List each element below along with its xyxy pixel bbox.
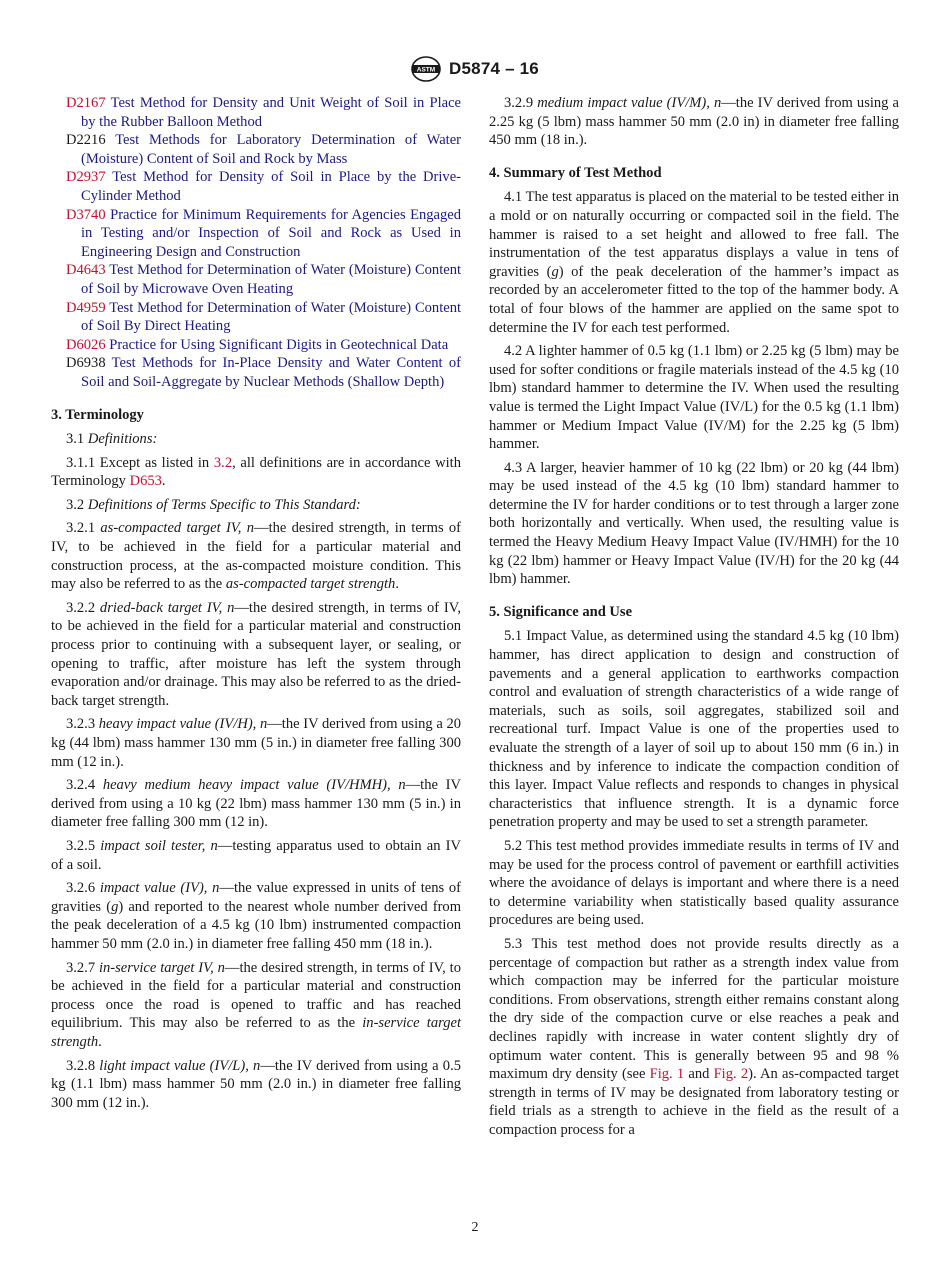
- clause-number: 3.2.7: [66, 959, 96, 976]
- reference-code-link[interactable]: D2167: [66, 95, 106, 111]
- defined-term: heavy impact value (IV/H), n: [98, 716, 268, 733]
- paragraph-5-2: 5.2 This test method provides immediate results in terms of IV and may be used for the process control of pavement or earthfill activities where the avoidance of delays is important and where there is a need to determine variability when statistically based quality assurance procedures are being used.: [489, 837, 899, 929]
- defined-term: medium impact value (IV/M), n: [537, 95, 722, 111]
- paragraph-3-1-1: [51, 454, 461, 491]
- definition-3-2-8: [51, 1057, 461, 1113]
- clause-text: ) of the peak deceleration of the hammer’s impact as recorded by an accelerometer fitted to the top of the hammer body. A total of four blows of the hammer are applied on the same spot to determine the IV for each test performed.: [489, 263, 899, 336]
- clause-number: 3.1: [66, 431, 85, 448]
- svg-text:ASTM: ASTM: [416, 66, 436, 74]
- definition-text: —the IV derived from using a 2.25 kg (5 lbm) mass hammer 50 mm (2.0 in) in diameter free falling 450 mm (18 in.).: [489, 95, 900, 149]
- reference-item: [51, 94, 461, 131]
- paragraph-4-2: 4.2 A lighter hammer of 0.5 kg (1.1 lbm) or 2.25 kg (5 lbm) may be used for softer conditions or fragile materials instead of the 4.5 kg (10 lbm) standard hammer to determine the IV. When used the resulting value is termed the Light Impact Value (IV/L) for the 0.5 kg (1.1 lbm) hammer or Medium Impact Value (IV/M) for the 2.25 kg (5 lbm) hammer.: [489, 343, 899, 453]
- clause-number: 3.2.5: [66, 837, 96, 854]
- left-column: [51, 94, 461, 1117]
- standard-link-d653[interactable]: D653: [129, 473, 162, 490]
- definition-text: ) and reported to the nearest whole number derived from the peak deceleration of a 4.5 kg (10 lbm) instrumented compaction hammer 50 mm (2.0 in.) in diameter free falling 450 mm (18 in.).: [51, 898, 462, 952]
- definition-3-2-2: [51, 599, 461, 711]
- clause-number: 3.2.1: [66, 520, 96, 537]
- paragraph-5-3: [489, 935, 899, 1140]
- clause-number: 3.2.2: [66, 599, 96, 616]
- reference-title-link[interactable]: Test Method for Determination of Water (Moisture) Content of Soil by Microwave Oven Heating: [81, 262, 462, 297]
- reference-code-link[interactable]: D3740: [66, 206, 106, 223]
- definition-3-2-3: [51, 715, 461, 771]
- definition-text: —the value expressed in units of tens of gravities (: [51, 880, 461, 915]
- paragraph-5-1: 5.1 Impact Value, as determined using the standard 4.5 kg (10 lbm) hammer, has direct application to design and construction of pavements and a general application to earthworks compaction control and evaluation of strength characteristics of a wide range of materials, such as soils, soil aggregates, stabilized soil and recreational turf. Impact Value is one of the properties used to evaluate the strength of a layer of soil up to about 150 mm (6 in.) in thickness and by inference to indicate the compaction condition of this layer. Impact Value reflects and responds to changes in physical characteristics that influence strength. It is a dynamic force penetration property and may be used to set a strength parameter.: [489, 628, 899, 831]
- definition-3-2-7: [51, 959, 461, 1052]
- document-designation: D5874 – 16: [449, 59, 539, 78]
- defined-term: heavy medium heavy impact value (IV/HMH), n: [102, 777, 406, 794]
- clause-number: 3.2.8: [66, 1057, 96, 1074]
- section-link-3-2[interactable]: 3.2: [213, 454, 233, 471]
- reference-title-link[interactable]: Test Method for Determination of Water (Moisture) Content of Soil By Direct Heating: [81, 299, 462, 335]
- paragraph-4-3: 4.3 A larger, heavier hammer of 10 kg (22 lbm) or 20 kg (44 lbm) may be used instead of the 4.5 kg (10 lbm) standard hammer to determine the IV for harder conditions or to test through a larger zone both horizontally and vertically. When used, the resulting value is termed the Heavy Medium Heavy Impact Value (IV/HMH) for the 10 kg (22 lbm) hammer or Heavy Impact Value (IV/H) for the 20 kg (44 lbm) hammer.: [489, 459, 899, 588]
- paragraph-3-2: [51, 496, 461, 515]
- clause-text: and: [684, 1066, 714, 1083]
- clause-number: 3.2: [66, 496, 85, 513]
- gravity-symbol: g: [551, 263, 559, 280]
- definition-text: .: [98, 1033, 102, 1050]
- definition-text: —the IV derived from using a 20 kg (44 lbm) mass hammer 130 mm (5 in.) in diameter free falling 300 mm (12 in.).: [51, 716, 461, 770]
- section-heading-summary: 4. Summary of Test Method: [489, 164, 662, 181]
- reference-code-link[interactable]: D4959: [66, 299, 106, 316]
- reference-code-link[interactable]: D6026: [66, 336, 106, 353]
- figure-link-1[interactable]: Fig. 1: [649, 1066, 685, 1083]
- page-header: [0, 54, 950, 84]
- definition-3-2-9: [489, 94, 899, 150]
- definition-text: —testing apparatus used to obtain an IV of a soil.: [51, 837, 461, 873]
- section-heading-terminology: 3. Terminology: [51, 406, 144, 423]
- definition-text: —the desired strength, in terms of IV, to be achieved in the field for a particular material and construction process prior to continuing with a subsequent layer, or sealing, or opening to traffic, after moisture has left the system through evaporation and/or drainage. This may also be referred to as the dried-back target strength.: [51, 599, 461, 709]
- reference-title-link[interactable]: Test Methods for In-Place Density and Water Content of Soil and Soil-Aggregate by Nuclear Methods (Shallow Depth): [81, 355, 461, 390]
- clause-text: ). An as-compacted target strength in terms of IV may be designated from laboratory testing or field trials as a strength to achieve in the field as the result of a compaction process for a: [489, 1066, 900, 1138]
- reference-item: [51, 354, 461, 391]
- clause-text: 4.1 The test apparatus is placed on the material to be tested either in a mold or on naturally occurring or compacted soil in the field. The hammer is raised to a set height and allowed to free fall. The instrumentation of the test apparatus displays a value in tens of gravities (: [489, 189, 899, 280]
- clause-term: Definitions of Terms Specific to This Standard:: [87, 496, 361, 513]
- clause-number: 3.2.4: [66, 777, 96, 794]
- definition-text: .: [395, 576, 399, 593]
- definition-3-2-4: [51, 776, 461, 832]
- paragraph-3-1: [51, 430, 461, 449]
- defined-term: light impact value (IV/L), n: [99, 1057, 261, 1074]
- clause-number: 3.2.3: [66, 716, 96, 733]
- defined-term: impact value (IV), n: [99, 880, 220, 897]
- reference-item: [51, 299, 461, 336]
- reference-code-link[interactable]: D4643: [66, 262, 106, 279]
- reference-item: [51, 336, 461, 355]
- reference-code-link[interactable]: D2937: [66, 169, 106, 186]
- reference-title-link[interactable]: Test Method for Density and Unit Weight of Soil in Place by the Rubber Balloon Method: [81, 95, 462, 130]
- definition-text: —the IV derived from using a 10 kg (22 lbm) mass hammer 130 mm (5 in.) in diameter free falling 300 mm (12 in).: [51, 777, 461, 831]
- defined-term: in-service target IV, n: [98, 959, 225, 976]
- defined-term: dried-back target IV, n: [99, 599, 235, 616]
- clause-text: 3.1.1 Except as listed in: [66, 454, 214, 471]
- clause-text: 5.3 This test method does not provide results directly as a percentage of compaction but rather as a strength index value from which compaction may be inferred for the particular moisture conditions. From observations, strength either remains constant along the dry side of the compaction curve or else reaches a peak and declines rapidly with increase in water content slightly dry of optimum water content. This is generally between 95 and 98 % maximum dry density (see: [489, 935, 899, 1083]
- reference-title-link[interactable]: Test Method for Density of Soil in Place by the Drive-Cylinder Method: [81, 169, 462, 204]
- reference-code: D6938: [66, 355, 106, 372]
- definition-text: —the IV derived from using a 0.5 kg (1.1 lbm) mass hammer 50 mm (2.0 in.) in diameter free falling 300 mm (12 in.).: [51, 1057, 461, 1111]
- reference-list: [51, 94, 461, 392]
- astm-logo-icon: [411, 56, 441, 82]
- reference-title-link[interactable]: Practice for Minimum Requirements for Agencies Engaged in Testing and/or Inspection of Soil and Rock as Used in Engineering Design and Construction: [81, 206, 462, 260]
- section-heading-significance: 5. Significance and Use: [489, 603, 633, 620]
- clause-text: .: [161, 473, 166, 490]
- defined-term: impact soil tester, n: [100, 837, 218, 854]
- figure-link-2[interactable]: Fig. 2: [713, 1066, 749, 1083]
- reference-code: D2216: [66, 132, 106, 149]
- clause-term: Definitions:: [87, 431, 158, 448]
- definition-3-2-5: [51, 837, 461, 874]
- reference-title-link[interactable]: Practice for Using Significant Digits in Geotechnical Data: [109, 336, 449, 353]
- reference-item: [51, 131, 461, 168]
- paragraph-4-1: [489, 188, 899, 337]
- clause-number: 3.2.6: [66, 880, 96, 897]
- definition-text: —the desired strength, in terms of IV, to be achieved in the field for a particular material and construction process once the road is opened to traffic and has reached equilibrium. This may also be referred to as the: [51, 959, 461, 1032]
- right-column: [489, 94, 899, 1144]
- reference-item: [51, 206, 461, 262]
- definition-text: —the desired strength, in terms of IV, to be achieved in the field for a particular material and construction process, at the as-compacted moisture condition. This may also be referred to as the: [51, 520, 462, 593]
- clause-text: , all definitions are in accordance with Terminology: [51, 454, 461, 490]
- gravity-symbol: g: [111, 898, 119, 915]
- page-number: 2: [471, 1220, 479, 1235]
- definition-3-2-1: [51, 519, 461, 593]
- definition-3-2-6: [51, 879, 461, 953]
- clause-number: 3.2.9: [504, 95, 534, 111]
- definition-alias: as-compacted target strength: [225, 576, 396, 593]
- reference-title-link[interactable]: Test Methods for Laboratory Determination of Water (Moisture) Content of Soil and Rock by Mass: [81, 132, 461, 167]
- reference-item: [51, 168, 461, 205]
- defined-term: as-compacted target IV, n: [100, 520, 255, 537]
- definition-alias: in-service target strength: [51, 1015, 461, 1050]
- reference-item: [51, 261, 461, 298]
